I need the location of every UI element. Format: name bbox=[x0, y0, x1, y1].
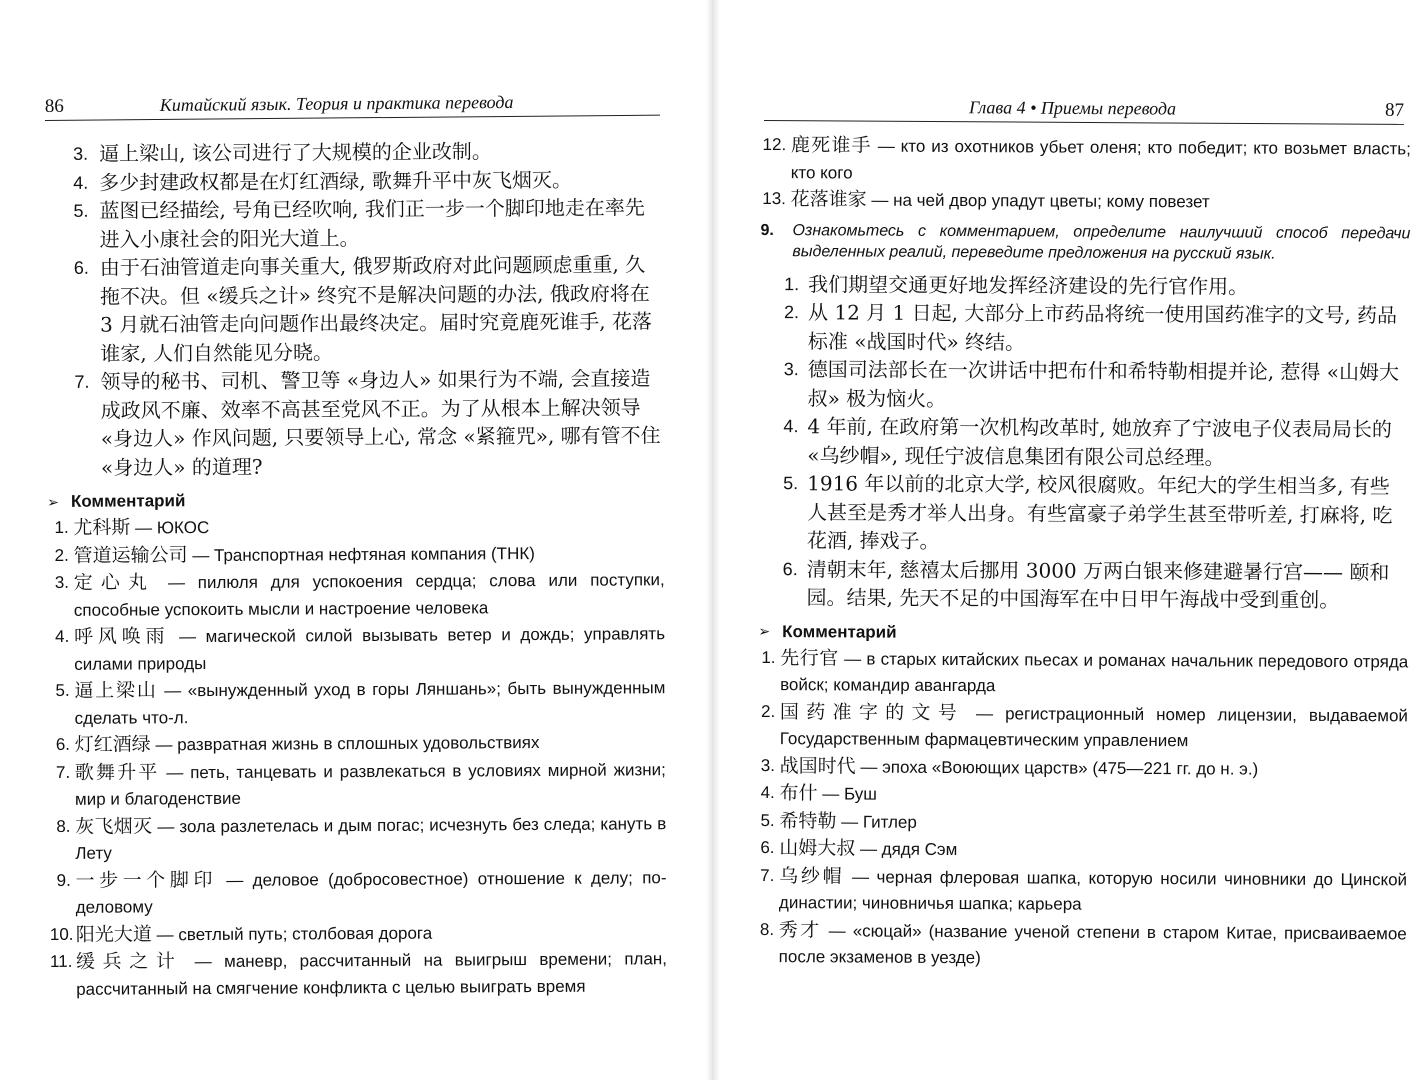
chinese-term: 希特勒 bbox=[779, 809, 837, 832]
item-number: 8. bbox=[56, 816, 76, 836]
commentary-list bbox=[757, 644, 1409, 973]
commentary-text bbox=[74, 566, 665, 624]
chinese-term: 花落谁家 bbox=[790, 188, 867, 211]
sentence-text: 逼上梁山, 该公司进行了大规模的企业改制。 bbox=[99, 139, 492, 166]
term-definition: — «вынужденный уход в горы Ляншань»; быть вынужденным сделать что-л. bbox=[74, 678, 666, 728]
item-number: 1. bbox=[784, 273, 805, 294]
task-instruction bbox=[760, 219, 1410, 265]
commentary-item bbox=[49, 728, 666, 759]
commentary-text bbox=[76, 918, 667, 949]
item-number: 5. bbox=[73, 200, 94, 221]
commentary-text bbox=[779, 780, 1407, 811]
term-definition: — регистрационный номер лицензии, выдаваемой Государственным фармацевтическим управлением bbox=[779, 703, 1408, 751]
chinese-term: 呼风唤雨 bbox=[73, 625, 170, 648]
commentary-text bbox=[791, 132, 1411, 189]
commentary-item bbox=[758, 698, 1408, 755]
chinese-term: 定心丸 bbox=[73, 571, 156, 594]
chinese-term: 管道运输公司 bbox=[73, 543, 188, 567]
commentary-item bbox=[48, 566, 665, 624]
item-number: 4. bbox=[760, 783, 780, 803]
commentary-text bbox=[779, 863, 1407, 920]
commentary-text bbox=[780, 645, 1408, 702]
item-number: 7. bbox=[760, 865, 780, 885]
right-page bbox=[714, 0, 1427, 1080]
sentence-text: 1916 年以前的北京大学, 校风很腐败。年纪大的学生相当多, 有些人甚至是秀才举人出身。有些富豪子弟学生甚至带听差, 打麻将, 吃花酒, 捧戏子。 bbox=[806, 471, 1393, 553]
commentary-item bbox=[47, 539, 664, 570]
chinese-term: 歌舞升平 bbox=[74, 760, 160, 784]
item-number: 2. bbox=[784, 302, 805, 323]
item-number: 6. bbox=[760, 838, 780, 858]
sentence-text: 领导的秘书、司机、警卫等 «身边人» 如果行为不端, 会直接造成政风不廉、效率不高甚至党风不正。为了从根本上解决领导 «身边人» 作风问题, 只要领导上心, 常念 «紧箍咒», 哪有管不住 «身边人» 的道理? bbox=[100, 366, 661, 480]
item-number: 7. bbox=[74, 371, 95, 392]
sentence-item bbox=[73, 193, 662, 254]
commentary-item bbox=[49, 756, 666, 814]
chinese-term: 鹿死谁手 bbox=[790, 134, 872, 157]
item-number: 13. bbox=[762, 189, 791, 209]
task-text: Ознакомьтесь с комментарием, определите наилучший способ передачи выделенных реалий, переведите предложения на русский язык. bbox=[792, 221, 1411, 263]
commentary-heading bbox=[47, 488, 664, 512]
term-definition: — петь, танцевать и развлекаться в условиях мирной жизни; мир и благоденствие bbox=[74, 759, 666, 809]
sentence-list bbox=[758, 269, 1410, 614]
chinese-term: 山姆大叔 bbox=[779, 837, 856, 860]
item-number: 5. bbox=[55, 680, 75, 700]
item-number: 2. bbox=[54, 545, 74, 565]
term-definition: — на чей двор упадут цветы; кому повезет bbox=[866, 190, 1210, 212]
commentary-list bbox=[47, 511, 667, 1003]
term-definition: — Транспортная нефтяная компания (ТНК) bbox=[187, 543, 535, 565]
item-number: 1. bbox=[761, 647, 781, 667]
chinese-term: 一步一个脚印 bbox=[75, 868, 218, 892]
sentence-item bbox=[784, 355, 1410, 415]
chinese-term: 先行官 bbox=[780, 646, 839, 669]
term-definition: — «сюцай» (название ученой степени в старом Китае, присваиваемое после экзаменов в уезде) bbox=[778, 920, 1407, 968]
arrow-icon: ➢ bbox=[758, 622, 771, 640]
item-number: 3. bbox=[760, 755, 780, 775]
commentary-text bbox=[75, 728, 666, 759]
item-number: 6. bbox=[73, 257, 94, 278]
commentary-text bbox=[779, 917, 1407, 974]
right-page-header bbox=[764, 92, 1404, 125]
term-definition: — Буш bbox=[817, 784, 877, 804]
term-definition: — светлый путь; столбовая дорога bbox=[151, 923, 433, 944]
sentence-item bbox=[74, 364, 664, 482]
sentence-text: 我们期望交通更好地发挥经济建设的先行官作用。 bbox=[808, 271, 1249, 299]
commentary-item bbox=[49, 810, 666, 868]
chinese-term: 秀才 bbox=[778, 918, 822, 941]
commentary-item bbox=[50, 945, 667, 1003]
item-number: 4. bbox=[55, 626, 75, 646]
commentary-text bbox=[779, 808, 1407, 839]
page-number: 87 bbox=[1385, 99, 1405, 121]
item-number: 1. bbox=[54, 517, 74, 537]
sentence-item bbox=[73, 136, 662, 168]
right-page-content bbox=[757, 132, 1411, 974]
item-number: 5. bbox=[760, 810, 780, 830]
item-number: 10. bbox=[49, 924, 79, 944]
sentence-item bbox=[784, 270, 1410, 302]
chinese-term: 阳光大道 bbox=[75, 922, 152, 946]
term-definition: — черная флеровая шапка, которую носили чиновники до Цинской династии; чиновничья шапка; карьера bbox=[778, 866, 1408, 914]
sentence-item bbox=[783, 469, 1409, 558]
commentary-title: Комментарий bbox=[70, 491, 186, 511]
term-definition: — пилюля для успокоения сердца; слова или поступки, способные успокоить мысли и настроение человека bbox=[73, 570, 665, 620]
item-number: 2. bbox=[761, 701, 781, 721]
commentary-text bbox=[780, 753, 1408, 784]
commentary-item bbox=[49, 864, 666, 922]
commentary-item bbox=[47, 511, 664, 542]
sentence-item bbox=[784, 298, 1410, 358]
commentary-item bbox=[761, 132, 1411, 189]
chinese-term: 战国时代 bbox=[779, 754, 856, 778]
commentary-item bbox=[757, 835, 1407, 866]
commentary-text bbox=[73, 511, 664, 542]
term-definition: — маневр, рассчитанный на выигрыш времени; план, рассчитанный на смягчение конфликта с целью выиграть время bbox=[76, 949, 668, 999]
commentary-item bbox=[758, 752, 1408, 783]
commentary-item bbox=[757, 780, 1407, 811]
left-page bbox=[0, 0, 712, 1080]
commentary-text bbox=[75, 864, 666, 922]
item-number: 4. bbox=[783, 416, 804, 437]
term-definition: — развратная жизнь в сплошных удовольствиях bbox=[150, 732, 540, 755]
sentence-text: 清朝末年, 慈禧太后挪用 3000 万两白银来修建避暑行宫—— 颐和园。结果, 先天不足的中国海军在中日甲午海战中受到重创。 bbox=[806, 556, 1390, 613]
term-definition: — деловое (добросовестное) отношение к делу; по-деловому bbox=[75, 867, 667, 917]
arrow-icon: ➢ bbox=[47, 493, 59, 510]
commentary-item bbox=[757, 916, 1407, 973]
commentary-title: Комментарий bbox=[782, 621, 897, 642]
commentary-text bbox=[779, 835, 1407, 866]
sentence-text: 4 年前, 在政府第一次机构改革时, 她放弃了宁波电子仪表局局长的 «乌纱帽», 现任宁波信息集团有限公司总经理。 bbox=[807, 414, 1393, 469]
commentary-text bbox=[75, 756, 666, 814]
sentence-text: 德国司法部长在一次讲话中把布什和希特勒相提并论, 惹得 «山姆大叔» 极为恼火。 bbox=[807, 357, 1400, 411]
term-definition: — магической силой вызывать ветер и дождь; управлять силами природы bbox=[74, 624, 666, 674]
running-title: Глава 4 • Приемы перевода bbox=[969, 97, 1177, 119]
item-number: 3. bbox=[73, 143, 94, 164]
commentary-item bbox=[50, 918, 667, 949]
commentary-text bbox=[73, 539, 664, 570]
item-number: 12. bbox=[762, 135, 791, 155]
commentary-continued-list bbox=[761, 132, 1411, 217]
sentence-text: 多少封建政权都是在灯红酒绿, 歌舞升平中灰飞烟灭。 bbox=[99, 167, 573, 195]
commentary-text bbox=[780, 699, 1408, 756]
term-definition: — кто из охотников убьет оленя; кто победит; кто возьмет власть; кто кого bbox=[790, 136, 1411, 182]
item-number: 11. bbox=[49, 951, 78, 971]
term-definition: — эпоха «Воюющих царств» (475—221 гг. до н. э.) bbox=[855, 757, 1259, 779]
commentary-text bbox=[75, 810, 666, 868]
chinese-term: 灯红酒绿 bbox=[74, 733, 151, 756]
running-title: Китайский язык. Теория и практика перевода bbox=[159, 91, 514, 115]
chinese-term: 国药准字的文号 bbox=[779, 700, 965, 724]
commentary-text bbox=[76, 945, 667, 1003]
sentence-list bbox=[45, 136, 664, 482]
commentary-text bbox=[74, 674, 665, 732]
item-number: 6. bbox=[782, 558, 803, 579]
item-number: 3. bbox=[783, 359, 804, 380]
term-definition: — дядя Сэм bbox=[855, 839, 958, 860]
sentence-text: 从 12 月 1 日起, 大部分上市药品将统一使用国药准字的文号, 药品标准 «战国时代» 终结。 bbox=[807, 300, 1398, 354]
sentence-item bbox=[73, 165, 662, 197]
chinese-term: 缓兵之计 bbox=[75, 950, 183, 973]
chinese-term: 布什 bbox=[779, 782, 818, 805]
sentence-item bbox=[74, 250, 664, 368]
sentence-text: 蓝图已经描绘, 号角已经吹响, 我们正一步一个脚印地走在率先进入小康社会的阳光大道上。 bbox=[99, 195, 645, 252]
left-page-content bbox=[45, 136, 667, 1003]
item-number: 3. bbox=[54, 572, 74, 592]
commentary-item bbox=[758, 644, 1408, 701]
commentary-item bbox=[757, 862, 1407, 919]
chinese-term: 逼上梁山 bbox=[74, 679, 158, 702]
item-number: 5. bbox=[783, 473, 804, 494]
item-number: 8. bbox=[759, 919, 779, 939]
term-definition: — Гитлер bbox=[836, 811, 917, 832]
commentary-item bbox=[757, 807, 1407, 838]
sentence-item bbox=[782, 555, 1408, 615]
chinese-term: 乌纱帽 bbox=[779, 864, 845, 887]
commentary-item bbox=[48, 620, 665, 678]
chinese-term: 灰飞烟灭 bbox=[75, 814, 153, 838]
commentary-text bbox=[791, 186, 1411, 217]
item-number: 6. bbox=[55, 734, 75, 754]
sentence-text: 由于石油管道走向事关重大, 俄罗斯政府对此问题顾虑重重, 久拖不决。但 «缓兵之计» 终究不是解决问题的办法, 俄政府将在 3 月就石油管走向问题作出最终决定。届时究竟鹿死谁手, 花落谁家, 人们自然能见分晓。 bbox=[99, 252, 652, 366]
commentary-item bbox=[48, 674, 665, 732]
commentary-text bbox=[74, 620, 665, 678]
page-number: 86 bbox=[44, 95, 64, 118]
term-definition: — в старых китайских пьесах и романах начальник передового отряда войск; командир авангарда bbox=[780, 648, 1409, 696]
left-page-header bbox=[45, 87, 660, 121]
commentary-item bbox=[761, 186, 1411, 217]
task-number: 9. bbox=[760, 221, 774, 239]
term-definition: — ЮКОС bbox=[130, 518, 210, 538]
item-number: 4. bbox=[73, 172, 94, 193]
item-number: 7. bbox=[55, 762, 75, 782]
term-definition: — зола разлетелась и дым погас; исчезнуть без следа; кануть в Лету bbox=[75, 813, 667, 863]
commentary-heading bbox=[758, 621, 1408, 644]
sentence-item bbox=[783, 412, 1409, 472]
item-number: 9. bbox=[56, 870, 76, 890]
chinese-term: 尤科斯 bbox=[73, 516, 131, 539]
